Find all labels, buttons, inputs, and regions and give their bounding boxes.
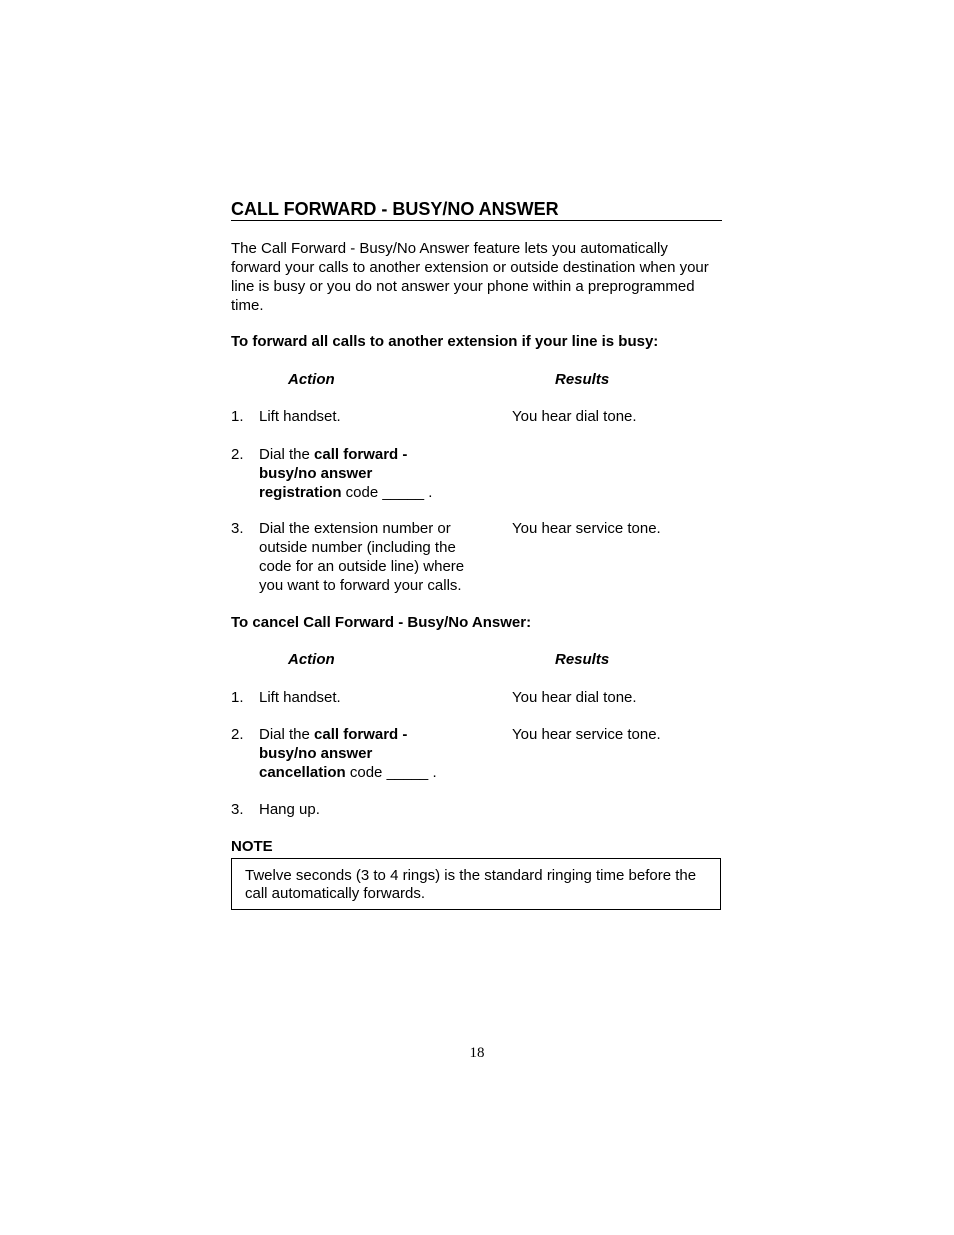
step-action: [259, 445, 449, 502]
page-number: 18: [469, 1045, 485, 1061]
step-action: Dial the extension number or outside number (including the code for an outside line) where you want to forward your calls.: [259, 520, 465, 594]
step-action-code-name: call forward - busy/no answer registration: [259, 446, 408, 501]
step-action: [259, 725, 449, 782]
section-heading-cancel: To cancel Call Forward - Busy/No Answer:: [231, 614, 532, 631]
step-action: Hang up.: [259, 801, 320, 818]
note-label: NOTE: [231, 838, 273, 855]
step-result: You hear dial tone.: [512, 689, 637, 706]
step-number: 3.: [231, 801, 244, 818]
column-header-action: Action: [288, 651, 335, 668]
step-result: You hear service tone.: [512, 726, 661, 743]
step-result: You hear service tone.: [512, 520, 661, 537]
step-action-text: code _____ .: [341, 484, 433, 501]
note-text: Twelve seconds (3 to 4 rings) is the standard ringing time before the call automatically forwards.: [245, 867, 697, 902]
step-action: Lift handset.: [259, 408, 341, 425]
column-header-results: Results: [555, 371, 610, 388]
step-result: You hear dial tone.: [512, 408, 637, 425]
step-action: Lift handset.: [259, 689, 341, 706]
step-action-text: code _____ .: [345, 764, 437, 781]
section-heading-forward: To forward all calls to another extension if your line is busy:: [231, 333, 659, 350]
step-number: 1.: [231, 689, 244, 706]
step-number: 2.: [231, 726, 244, 743]
step-action-text: Dial the: [259, 726, 315, 743]
step-action-text: Dial the: [259, 446, 315, 463]
column-header-action: Action: [288, 371, 335, 388]
note-box: [231, 858, 721, 910]
step-number: 2.: [231, 446, 244, 463]
column-header-results: Results: [555, 651, 610, 668]
step-action-code-name: call forward - busy/no answer cancellation: [259, 726, 408, 781]
intro-paragraph: The Call Forward - Busy/No Answer feature lets you automatically forward your calls to another extension or outside destination when your line is busy or you do not answer your phone within a preprogrammed time.: [231, 240, 709, 314]
page-title: CALL FORWARD - BUSY/NO ANSWER: [231, 198, 722, 221]
step-number: 1.: [231, 408, 244, 425]
step-number: 3.: [231, 520, 244, 537]
